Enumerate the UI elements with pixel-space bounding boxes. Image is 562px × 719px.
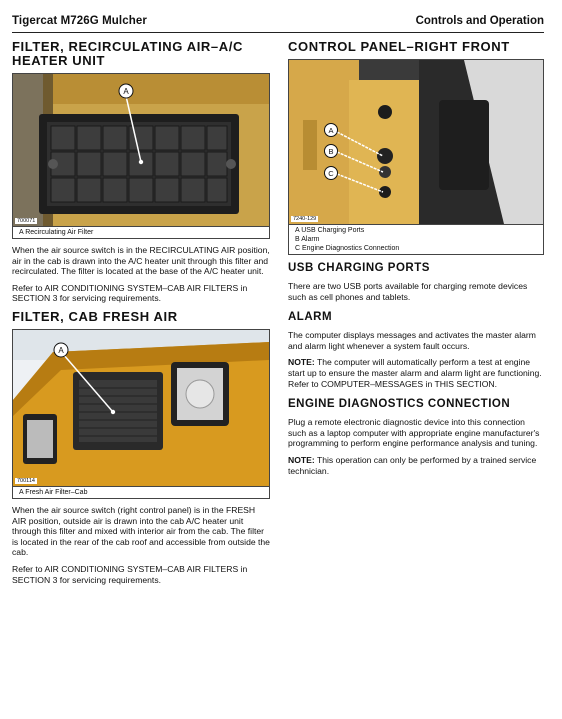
recirc-filter-photo xyxy=(12,73,270,227)
usb-paragraph: There are two USB ports available for charging remote devices such as cell phones and tablets. xyxy=(288,281,528,302)
recirc-legend-item: A Recirculating Air Filter xyxy=(19,229,94,236)
control-panel-title: CONTROL PANEL–RIGHT FRONT xyxy=(288,39,510,54)
alarm-note-label: NOTE: xyxy=(288,357,315,368)
fresh-callout-a: A xyxy=(58,345,64,355)
panel-callout-a: A xyxy=(328,126,334,135)
recirc-callout-a: A xyxy=(123,87,129,96)
diagnostics-note-text: This operation can only be performed by a trained service technician. xyxy=(288,454,537,476)
alarm-title: ALARM xyxy=(288,311,333,324)
fresh-air-photo xyxy=(12,329,270,487)
diagnostics-note-label: NOTE: xyxy=(288,454,315,465)
panel-callout-c: C xyxy=(328,169,334,178)
panel-callout-b: B xyxy=(328,147,334,156)
fresh-paragraph-1: When the air source switch (right control panel) is in the FRESH AIR position, outside air is drawn into the cab A/C heater unit through this filter and mixed with interior air from the cab. The filter is located in the rear of the cab roof and accessible from outside the cab. xyxy=(12,504,270,558)
panel-legend-item-c: C Engine Diagnostics Connection xyxy=(295,245,400,252)
fresh-legend xyxy=(12,487,270,499)
panel-legend-item-a: A USB Charging Ports xyxy=(295,227,365,234)
page-header xyxy=(12,15,544,33)
recirc-paragraph-1: When the air source switch is in the RECIRCULATING AIR position, air in the cab is drawn into the A/C heater unit through this filter and recirculated. The filter is located at the base of the A/C heater unit. xyxy=(12,245,270,277)
header-section: Controls and Operation xyxy=(415,15,544,27)
usb-title: USB CHARGING PORTS xyxy=(288,262,430,274)
control-panel-image xyxy=(289,60,543,224)
diagnostics-paragraph: Plug a remote electronic diagnostic device into this connection such as a laptop computer with appropriate engine manufacturer's programming to perform engine performance analysis and tuning. xyxy=(288,417,540,449)
fresh-paragraph-2: Refer to AIR CONDITIONING SYSTEM–CAB AIR FILTERS in SECTION 3 for servicing requirements. xyxy=(12,563,248,585)
fresh-legend-item: A Fresh Air Filter–Cab xyxy=(19,488,88,496)
recirc-filter-title: FILTER, RECIRCULATING AIR–A/C HEATER UNIT xyxy=(12,39,243,68)
recirc-figure-id: 700071 xyxy=(17,218,36,224)
diagnostics-title: ENGINE DIAGNOSTICS CONNECTION xyxy=(288,398,511,411)
left-column xyxy=(12,40,270,585)
recirc-paragraph-2: Refer to AIR CONDITIONING SYSTEM–CAB AIR FILTERS in SECTION 3 for servicing requirements. xyxy=(12,282,248,304)
panel-legend xyxy=(288,225,544,255)
diagnostics-note xyxy=(288,455,544,476)
recirc-filter-image xyxy=(13,74,269,226)
recirc-legend xyxy=(12,227,270,239)
alarm-note-text: The computer will automatically perform a test at engine start up to ensure the master alarm and alarm light are functioning. Refer to COMPUTER–MESSAGES in THIS SECTION. xyxy=(288,357,542,389)
panel-figure-id: 7240-129 xyxy=(293,216,317,222)
header-model: Tigercat M726G Mulcher xyxy=(12,15,147,27)
fresh-figure-id: 700114 xyxy=(17,477,35,484)
alarm-paragraph: The computer displays messages and activates the master alarm and alarm light whenever a system fault occurs. xyxy=(288,330,536,351)
alarm-note xyxy=(288,357,544,389)
fresh-air-image xyxy=(13,330,269,486)
control-panel-photo xyxy=(288,59,544,225)
panel-legend-item-b: B Alarm xyxy=(295,236,320,243)
fresh-air-title: FILTER, CAB FRESH AIR xyxy=(12,308,178,324)
right-column xyxy=(288,40,544,476)
